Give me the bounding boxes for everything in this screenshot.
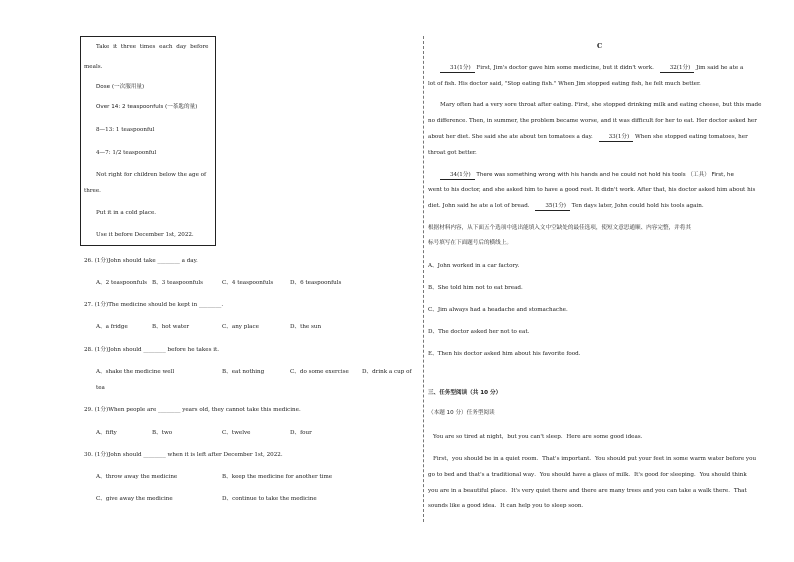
reading-line: You are so tired at night，but you can't sleep．Here are some good ideas． — [433, 434, 647, 440]
passage-line — [428, 203, 704, 211]
blank-33[interactable]: 33(1分) — [599, 134, 634, 142]
section-subtitle: （本题 10 分）任务型阅读 — [428, 410, 495, 416]
option[interactable]: D、6 teaspoonfuls — [290, 280, 342, 286]
passage-text: First, Jim's doctor gave him some medicine, but it didn't work. — [476, 65, 654, 71]
option[interactable]: C、give away the medicine — [96, 496, 173, 502]
option[interactable]: A、a fridge — [96, 324, 128, 330]
option[interactable]: C、any place — [222, 324, 259, 330]
choice-item: C、Jim always had a headache and stomachache. — [428, 307, 568, 313]
passage-line: lot of fish. His doctor said, "Stop eating fish." When Jim stopped eating fish, he felt much better. — [428, 81, 701, 87]
option[interactable]: A、fifty — [96, 430, 117, 436]
reading-line: First，you should be in a quiet room．That's important．You should put your feet in some warm water before you — [433, 456, 757, 462]
box-line: 4—7: 1/2 teaspoonful — [96, 150, 157, 156]
passage-text: There was something wrong with his hands and he could not hold his tools （工具） First, he — [476, 172, 734, 178]
blank-32[interactable]: 32(1分) — [660, 65, 695, 73]
passage-text: diet. John said he ate a lot of bread. — [428, 203, 530, 209]
passage-text: Ten days later, John could hold his tools again. — [571, 203, 704, 209]
passage-line: Mary often had a very sore throat after eating. First, she stopped drinking milk and eating cheese, but this made — [440, 102, 762, 108]
box-line: three. — [84, 188, 101, 194]
option[interactable]: B、hot water — [152, 324, 190, 330]
question-stem: 28. (1分)John should ________ before he takes it. — [84, 347, 220, 353]
box-line: Over 14: 2 teaspoonfuls (一茶匙的量) — [96, 104, 198, 110]
option[interactable]: B、eat nothing — [222, 369, 265, 375]
box-line: Put it in a cold place. — [96, 210, 157, 216]
option[interactable]: D、four — [290, 430, 312, 436]
option[interactable]: D、continue to take the medicine — [222, 496, 317, 502]
option-wrap: tea — [96, 385, 105, 391]
box-line: 8—13: 1 teaspoonful — [96, 127, 155, 133]
passage-line: went to his doctor, and she asked him to have a good rest. It didn't work. After that, his doctor asked him about his — [428, 187, 756, 193]
reading-line: you are in a beautiful place．It's very quiet there and there are many trees and you can take a walk there．That — [428, 488, 747, 494]
choice-item: B、She told him not to eat bread. — [428, 285, 523, 291]
option[interactable]: C、twelve — [222, 430, 251, 436]
column-divider — [423, 36, 424, 522]
box-line: meals. — [84, 64, 103, 70]
blank-31[interactable]: 31(1分) — [440, 65, 475, 73]
reading-line: go to bed and that's a traditional way．You should have a glass of milk．It's good for sleeping．You should think — [428, 472, 747, 478]
option[interactable]: B、keep the medicine for another time — [222, 474, 333, 480]
section-letter: C — [597, 42, 603, 50]
choice-item: E、Then his doctor asked him about his favorite food. — [428, 351, 581, 357]
option[interactable]: B、3 teaspoonfuls — [152, 280, 204, 286]
option[interactable]: A、shake the medicine well — [96, 369, 175, 375]
passage-line — [440, 172, 734, 180]
box-line: Take it three times each day before — [96, 44, 209, 50]
passage-text: about her diet. She said she ate about ten tomatoes a day. — [428, 134, 593, 140]
box-line: Dose (一次服用量) — [96, 84, 145, 90]
option[interactable]: C、4 teaspoonfuls — [222, 280, 274, 286]
option[interactable]: D、the sun — [290, 324, 322, 330]
choice-item: A、John worked in a car factory. — [428, 263, 520, 269]
option[interactable]: C、do some exercise — [290, 369, 349, 375]
question-stem: 29. (1分)When people are ________ years old, they cannot take this medicine. — [84, 407, 301, 413]
instruction-line: 标号填写在下面题号后的横线上。 — [428, 240, 512, 246]
question-stem: 26. (1分)John should take ________ a day. — [84, 258, 198, 264]
question-stem: 27. (1分)The medicine should be kept in ________. — [84, 302, 224, 308]
box-line: Not right for children below the age of — [96, 172, 207, 178]
passage-line — [428, 134, 748, 142]
option[interactable]: B、two — [152, 430, 173, 436]
option[interactable]: A、2 teaspoonfuls — [96, 280, 147, 286]
section-title: 三、任务型阅读（共 10 分） — [428, 390, 502, 396]
passage-text: Jim said he ate a — [696, 65, 744, 71]
option[interactable]: D、drink a cup of — [362, 369, 412, 375]
option[interactable]: A、throw away the medicine — [96, 474, 178, 480]
blank-35[interactable]: 35(1分) — [535, 203, 570, 211]
passage-line: throat got better. — [428, 150, 477, 156]
passage-text: When she stopped eating tomatoes, her — [634, 134, 748, 140]
passage-line: no difference. Then, in summer, the problem became worse, and it was difficult for her to eat. Her doctor asked her — [428, 118, 757, 124]
choice-item: D、The doctor asked her not to eat. — [428, 329, 530, 335]
blank-34[interactable]: 34(1分) — [440, 172, 475, 180]
passage-line — [440, 65, 743, 73]
instruction-line: 根据材料内容，从下面五个选项中选出能填入文中空缺处的最佳选项，使短文意思通顺、内容完整，并将其 — [428, 225, 691, 231]
reading-line: sounds like a good idea．It can help you to sleep soon． — [428, 503, 588, 509]
question-stem: 30. (1分)John should ________ when it is left after December 1st, 2022. — [84, 452, 283, 458]
box-line: Use it before December 1st, 2022. — [96, 232, 194, 238]
